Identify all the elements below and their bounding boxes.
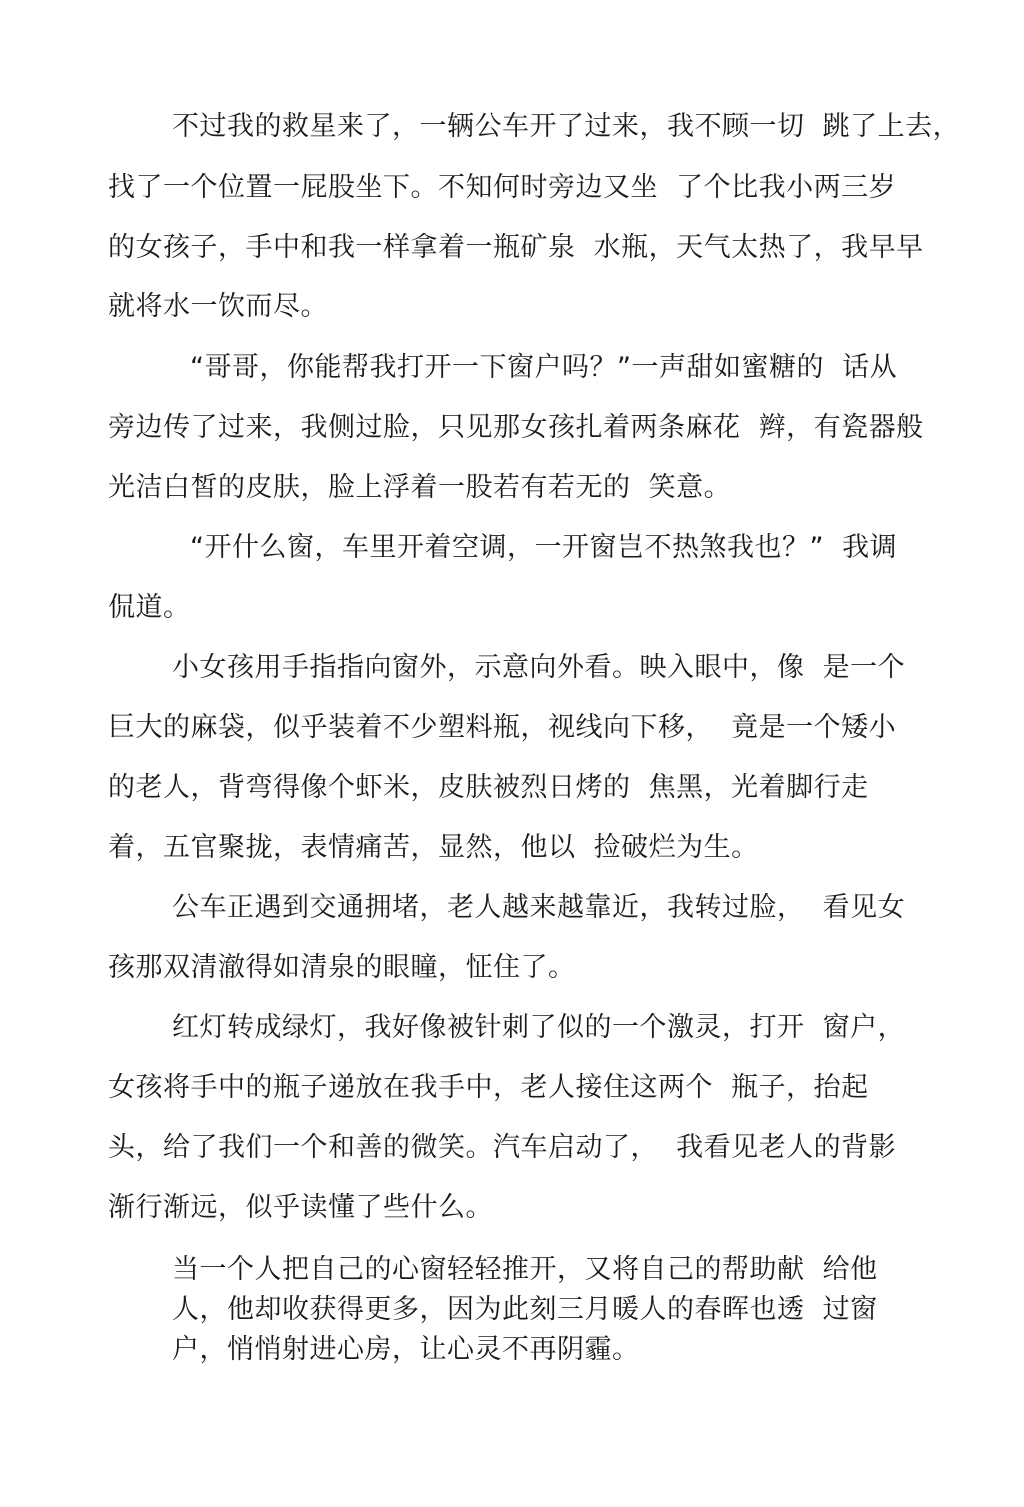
text-line: “哥哥，你能帮我打开一下窗户吗？”一声甜如蜜糖的 话从 (190, 352, 898, 383)
text-line: “开什么窗，车里开着空调，一开窗岂不热煞我也？” 我调 (190, 532, 898, 563)
text-line: 孩那双清澈得如清泉的眼瞳，怔住了。 (108, 952, 576, 983)
text-line: 人，他却收获得更多，因为此刻三月暖人的春晖也透 过窗 (172, 1294, 878, 1325)
text-line: 着，五官聚拢，表情痛苦，显然，他以 捡破烂为生。 (108, 832, 759, 863)
text-line: 女孩将手中的瓶子递放在我手中，老人接住这两个 瓶子，抬起 (108, 1072, 869, 1103)
text-line: 找了一个位置一屁股坐下。不知何时旁边又坐 了个比我小两三岁 (108, 172, 897, 203)
text-line: 不过我的救星来了，一辆公车开了过来，我不顾一切 跳了上去， (172, 111, 961, 142)
text-line: 当一个人把自己的心窗轻轻推开，又将自己的帮助献 给他 (172, 1254, 878, 1285)
text-line: 公车正遇到交通拥堵，老人越来越靠近，我转过脸， 看见女 (172, 892, 906, 923)
text-line: 侃道。 (108, 592, 191, 623)
text-line: 旁边传了过来，我侧过脸，只见那女孩扎着两条麻花 辫，有瓷器般 (108, 412, 924, 443)
text-line: 的女孩子，手中和我一样拿着一瓶矿泉 水瓶，天气太热了，我早早 (108, 232, 924, 263)
text-line: 的老人，背弯得像个虾米，皮肤被烈日烤的 焦黑，光着脚行走 (108, 772, 869, 803)
text-line: 渐行渐远，似乎读懂了些什么。 (108, 1192, 493, 1223)
text-line: 光洁白皙的皮肤，脸上浮着一股若有若无的 笑意。 (108, 472, 732, 503)
text-line: 小女孩用手指指向窗外，示意向外看。映入眼中，像 是一个 (172, 652, 906, 683)
text-line: 红灯转成绿灯，我好像被针刺了似的一个激灵，打开 窗户， (172, 1012, 906, 1043)
text-line: 巨大的麻袋，似乎装着不少塑料瓶，视线向下移， 竟是一个矮小 (108, 712, 897, 743)
text-line: 户，悄悄射进心房，让心灵不再阴霾。 (172, 1334, 640, 1365)
text-line: 头，给了我们一个和善的微笑。汽车启动了， 我看见老人的背影 (108, 1132, 897, 1163)
text-line: 就将水一饮而尽。 (108, 291, 328, 322)
